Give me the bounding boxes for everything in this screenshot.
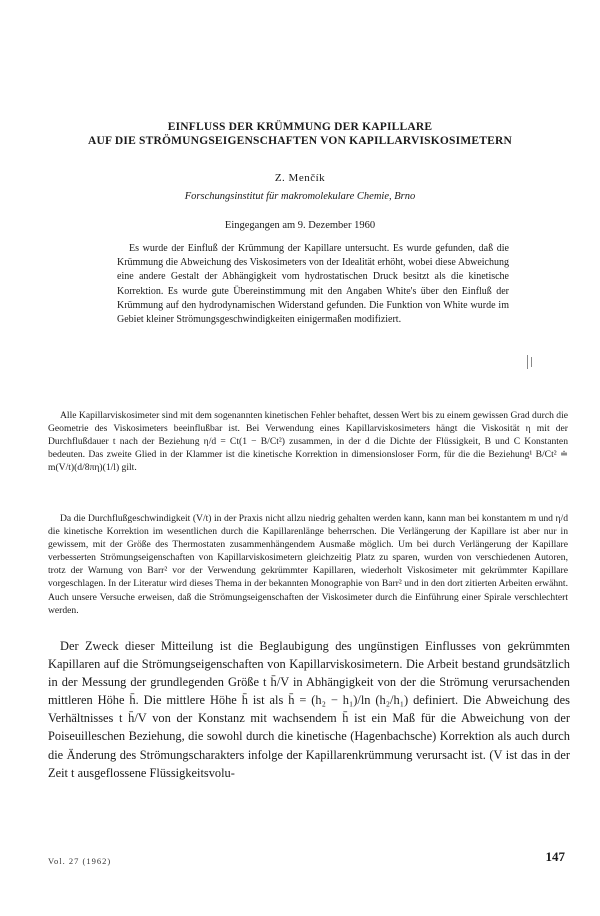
intro-paragraph-2: Da die Durchflußgeschwindigkeit (V/t) in der Praxis nicht allzu niedrig gehalten werden kann, kann man bei konstantem m und η/d die kinetische Korrektion im wesentlichen durch die Kapillarenlänge beherrschen. Die Verlängerung der Kapillare ist aber nur in gewissem, mit der Größe des Thermostaten zusammenhängendem Ausmaße möglich. Um bei durch Verlängerung der Kapillare verbesserten Strömungseigenschaften von Kapillarviskosimetern gleichzeitig Platz zu sparen, wurden von verschiedenen Autoren, trotz der Warnung von Barr² vor der Verwendung gekrümmter Kapillaren, wiederholt Viskosimeter mit gekrümmter Kapillare vorgeschlagen. In der Literatur wird dieses Thema in der bekannten Monographie von Barr² und in den dort zitierten Arbeiten erwähnt. Auch unsere Versuche erweisen, daß die Strömungseigenschaften der Viskosimeter durch die Einführung einer Spirale verschlechtert werden. (48, 513, 568, 616)
margin-mark (531, 357, 532, 367)
author-institute: Forschungsinstitut für makromolekulare Chemie, Brno (184, 191, 416, 202)
abstract: Es wurde der Einfluß der Krümmung der Kapillare untersucht. Es wurde gefunden, daß die Krümmung die Abweichung des Viskosimeters von der Idealität erhöht, wobei diese Abweichung eine andere Gestalt der Abhängigkeit vom hydrostatischen Druck besitzt als die kinetische Korrektion. Es wurde gute Übereinstimmung mit den Angaben White's über den Einfluß der Krümmung auf den hydrodynamischen Widerstand gefunden. Die Funktion von White wurde im Gebiet kleiner Strömungsgeschwindigkeiten einigermaßen modifiziert. (117, 243, 509, 326)
received-date: Eingegangen am 9. Dezember 1960 (224, 220, 376, 231)
intro-paragraph-1: Alle Kapillarviskosimeter sind mit dem sogenannten kinetischen Fehler behaftet, dessen Wert bis zu einem gewissen Grad durch die Geometrie des Viskosimeters beeinflußbar ist. Bei Verwendung eines Kapillarviskosimeters hängt die Viskosität η mit der Durchflußdauer t nach der Beziehung η/d = Ct(1 − B/Ct²) zusammen, in der d die Dichte der Flüssigkeit, B und C Konstanten bedeuten. Das zweite Glied in der Klammer ist die kinetische Korrektion in dimensionsloser Form, für die die Beziehung¹ B/Ct² ≐ m(V/t)(d/8πη)(1/l) gilt. (48, 410, 568, 474)
margin-mark (527, 355, 528, 369)
volume-info: Vol. 27 (1962) (48, 856, 112, 866)
main-paragraph: Der Zweck dieser Mitteilung ist die Beglaubigung des ungünstigen Einflusses von gekrümmten Kapillaren auf die Strömungseigenschaften von Kapillarviskosimetern. Die Arbeit bestand grundsätzlich in der Messung der grundlegenden Größe t h̄/V in Abhängigkeit von der die Strömung verursachenden mittleren Höhe h̄. Die mittlere Höhe h̄ ist als h̄ = (h₂ − h₁)/ln (h₂/h₁) definiert. Die Abweichung des Verhältnisses t h̄/V von der Konstanz mit wachsendem h̄ ist ein Maß für die Abweichung von der Poiseuilleschen Beziehung, die sowohl durch die kinetische (Hagenbachsche) Korrektion als auch durch die Änderung des Strömungscharakters infolge der Kapillarenkrümmung verursacht ist. (V ist das in der Zeit t ausgeflossene Flüssigkeitsvolu- (48, 639, 570, 780)
author-name: Z. Menčík (274, 172, 326, 184)
page-number: 147 (545, 849, 565, 864)
title-line-1: EINFLUSS DER KRÜMMUNG DER KAPILLARE (167, 121, 433, 133)
title-line-2: AUF DIE STRÖMUNGSEIGENSCHAFTEN VON KAPILLARVISKOSIMETERN (88, 135, 512, 147)
article-title (40, 120, 560, 148)
